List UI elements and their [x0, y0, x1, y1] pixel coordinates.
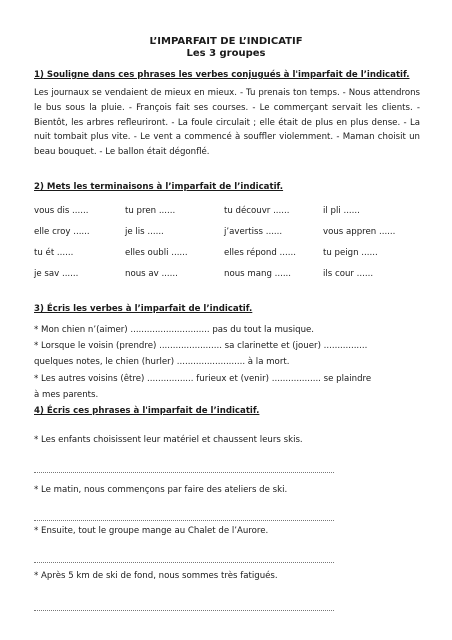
exercise-3-line: * Les autres voisins (être) ................. furieux et (venir) .................. se plaindre: [34, 374, 372, 384]
exercise-1-text: Les journaux se vendaient de mieux en mieux. - Tu prenais ton temps. - Nous attendrons le bus sous la pluie. - François fait ses courses. - Le commerçant servait les clients. - Bientôt, les arbres refleuriront. - La foule circulait ; elle était de plus en plus dense. - La nuit tombait plus vite. - Le vent a commencé à souffler violemment. - Maman choisit un beau bouquet. - Le ballon était dégonflé.: [34, 88, 420, 158]
ending-item: je lis ......: [125, 227, 164, 237]
answer-line[interactable]: [34, 520, 334, 521]
exercise-3-heading: 3) Écris les verbes à l’imparfait de l’indicatif.: [34, 304, 253, 314]
ending-item: elles oubli ......: [125, 248, 188, 258]
exercise-3-line: à mes parents.: [34, 390, 99, 400]
ending-item: vous dis ......: [34, 206, 89, 216]
answer-line[interactable]: [34, 610, 334, 611]
ending-item: elle croy ......: [34, 227, 90, 237]
ending-item: tu ét ......: [34, 248, 74, 258]
exercise-4-sentence: * Les enfants choisissent leur matériel et chaussent leurs skis.: [34, 435, 303, 445]
exercise-2-heading: 2) Mets les terminaisons à l’imparfait de l’indicatif.: [34, 182, 284, 192]
exercise-1-heading: 1) Souligne dans ces phrases les verbes conjugués à l'imparfait de l’indicatif.: [34, 70, 410, 80]
exercise-4-sentence: * Ensuite, tout le groupe mange au Chalet de l’Aurore.: [34, 526, 269, 536]
answer-line[interactable]: [34, 472, 334, 473]
exercise-4-sentence: * Le matin, nous commençons par faire des ateliers de ski.: [34, 485, 288, 495]
worksheet-title: L’IMPARFAIT DE L’INDICATIF: [149, 36, 303, 47]
ending-item: tu peign ......: [323, 248, 378, 258]
ending-item: tu découvr ......: [224, 206, 290, 216]
exercise-3-line: * Lorsque le voisin (prendre) ....................... sa clarinette et (jouer) ................: [34, 341, 368, 351]
ending-item: j’avertiss ......: [224, 227, 283, 237]
answer-line[interactable]: [34, 562, 334, 563]
exercise-3-line: quelques notes, le chien (hurler) ......................... à la mort.: [34, 357, 290, 367]
ending-item: il pli ......: [323, 206, 360, 216]
worksheet-subtitle: Les 3 groupes: [186, 48, 266, 59]
ending-item: ils cour ......: [323, 269, 374, 279]
exercise-4-heading: 4) Écris ces phrases à l'imparfait de l’indicatif.: [34, 406, 260, 416]
ending-item: vous appren ......: [323, 227, 396, 237]
ending-item: tu pren ......: [125, 206, 176, 216]
ending-item: nous mang ......: [224, 269, 292, 279]
ending-item: je sav ......: [34, 269, 79, 279]
ending-item: nous av ......: [125, 269, 178, 279]
ending-item: elles répond ......: [224, 248, 296, 258]
exercise-3-line: * Mon chien n’(aimer) ............................. pas du tout la musique.: [34, 325, 315, 335]
exercise-4-sentence: * Après 5 km de ski de fond, nous sommes très fatigués.: [34, 571, 278, 581]
